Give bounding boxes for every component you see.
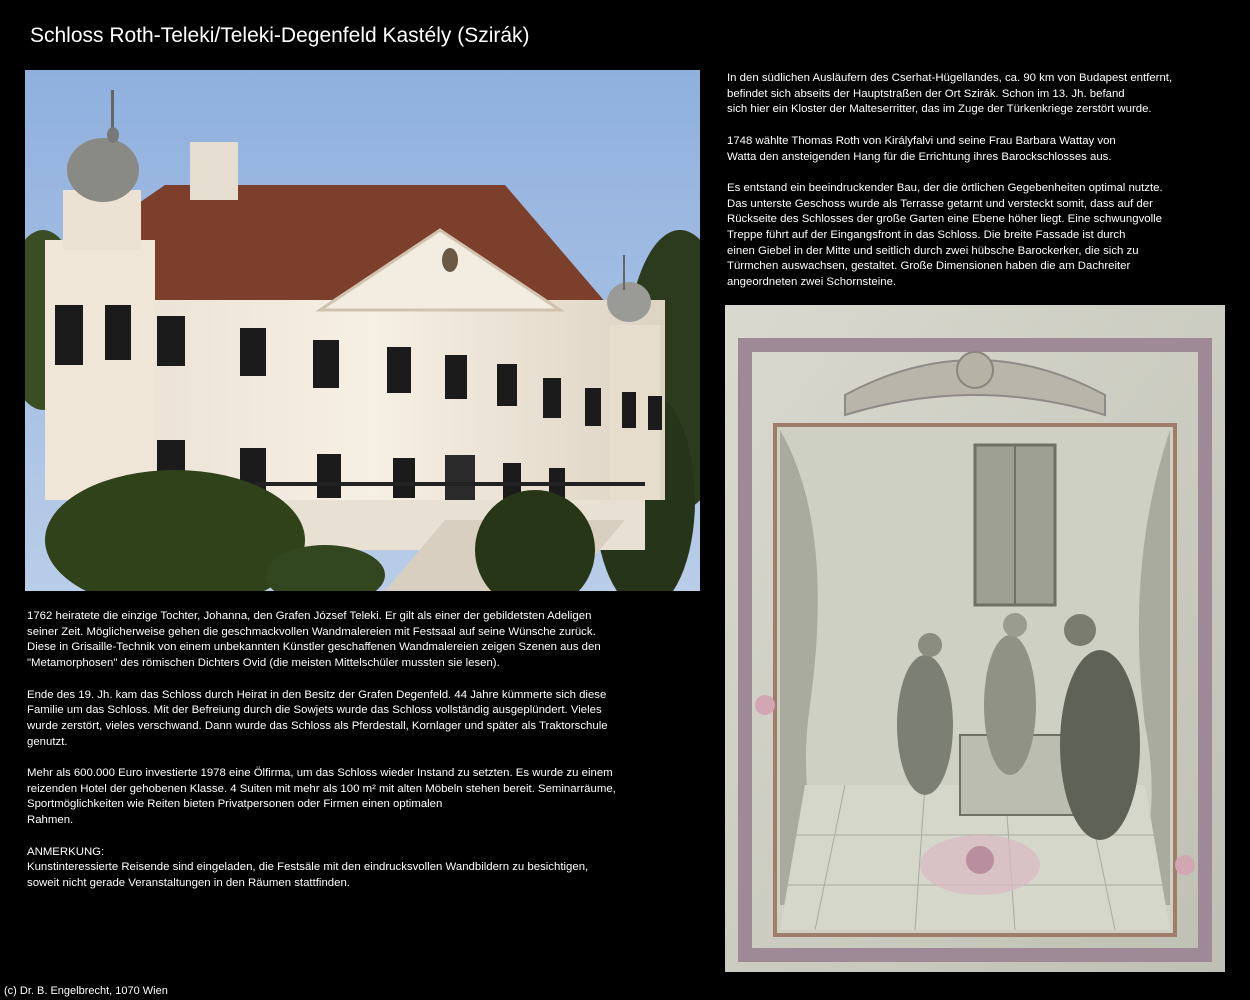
copyright-footer: (c) Dr. B. Engelbrecht, 1070 Wien <box>4 985 168 997</box>
paragraph: In den südlichen Ausläufern des Cserhat-Hügellandes, ca. 90 km von Budapest entfernt, befindet sich abseits der Hauptstraßen der Ort Szirák. Schon im 13. Jh. befand sich hier ein Kloster der Malteserritter, das im Zuge der Türkenkriege zerstört wurde. <box>727 72 1173 116</box>
paragraph: ANMERKUNG: Kunstinteressierte Reisende sind eingeladen, die Festsäle mit den eindrucksvollen Wandbildern zu besichtigen, soweit nicht gerade Veranstaltungen in den Räumen stattfinden. <box>27 845 589 889</box>
paragraph: Ende des 19. Jh. kam das Schloss durch Heirat in den Besitz der Grafen Degenfeld. 44 Jahre kümmerte sich diese Familie um das Schloss. Mit der Befreiung durch die Sowjets wurde das Schloss vollständig ausgeplündert. Vieles wurde zerstört, vieles verschwand. Dann wurde das Schloss als Pferdestall, Kornlager und später als Traktorschule genutzt. <box>27 688 608 748</box>
paragraph: Es entstand ein beeindruckender Bau, der die örtlichen Gegebenheiten optimal nutzte. Das unterste Geschoss wurde als Terrasse getarnt und versteckt somit, dass auf der Rückseite des Schlosses der große Garten eine Ebene höher liegt. Eine schwungvolle Treppe führt auf der Eingangsfront in das Schloss. Die breite Fassade ist durch einen Giebel in der Mitte und seitlich durch zwei hübsche Barockerker, die sich zu Türmchen auswachsen, gestaltet. Große Dimensionen haben die am Dachreiter angeordneten zwei Schornsteine. <box>727 181 1163 289</box>
page-title: Schloss Roth-Teleki/Teleki-Degenfeld Kastély (Szirák) <box>30 24 530 47</box>
paragraph: Mehr als 600.000 Euro investierte 1978 eine Ölfirma, um das Schloss wieder Instand zu setzten. Es wurde zu einem reizenden Hotel der gehobenen Klasse. 4 Suiten mit mehr als 100 m² mit alten Möbeln stehen bereit. Seminarräume, Sportmöglichkeiten wie Reiten bieten Privatpersonen oder Firmen einen optimalen Rahmen. <box>27 767 616 827</box>
fresco-photo <box>725 305 1225 972</box>
intro-text <box>727 71 1227 307</box>
paragraph: 1762 heiratete die einzige Tochter, Johanna, den Grafen József Teleki. Er gilt als einer der gebildetsten Adeligen seiner Zeit. Möglicherweise gehen die geschmackvollen Wandmalereien mit Festsaal auf seine Wünsche zurück. Diese in Grisaille-Technik von einem unbekannten Künstler geschaffenen Wandmalereien zeigen Szenen aus den "Metamorphosen" des römischen Dichters Ovid (die meisten Mittelschüler mussten sie lesen). <box>27 610 601 670</box>
paragraph: 1748 wählte Thomas Roth von Királyfalvi und seine Frau Barbara Wattay von Watta den ansteigenden Hang für die Errichtung ihres Barockschlosses aus. <box>727 134 1116 163</box>
history-text <box>27 609 687 907</box>
castle-photo <box>25 70 700 591</box>
